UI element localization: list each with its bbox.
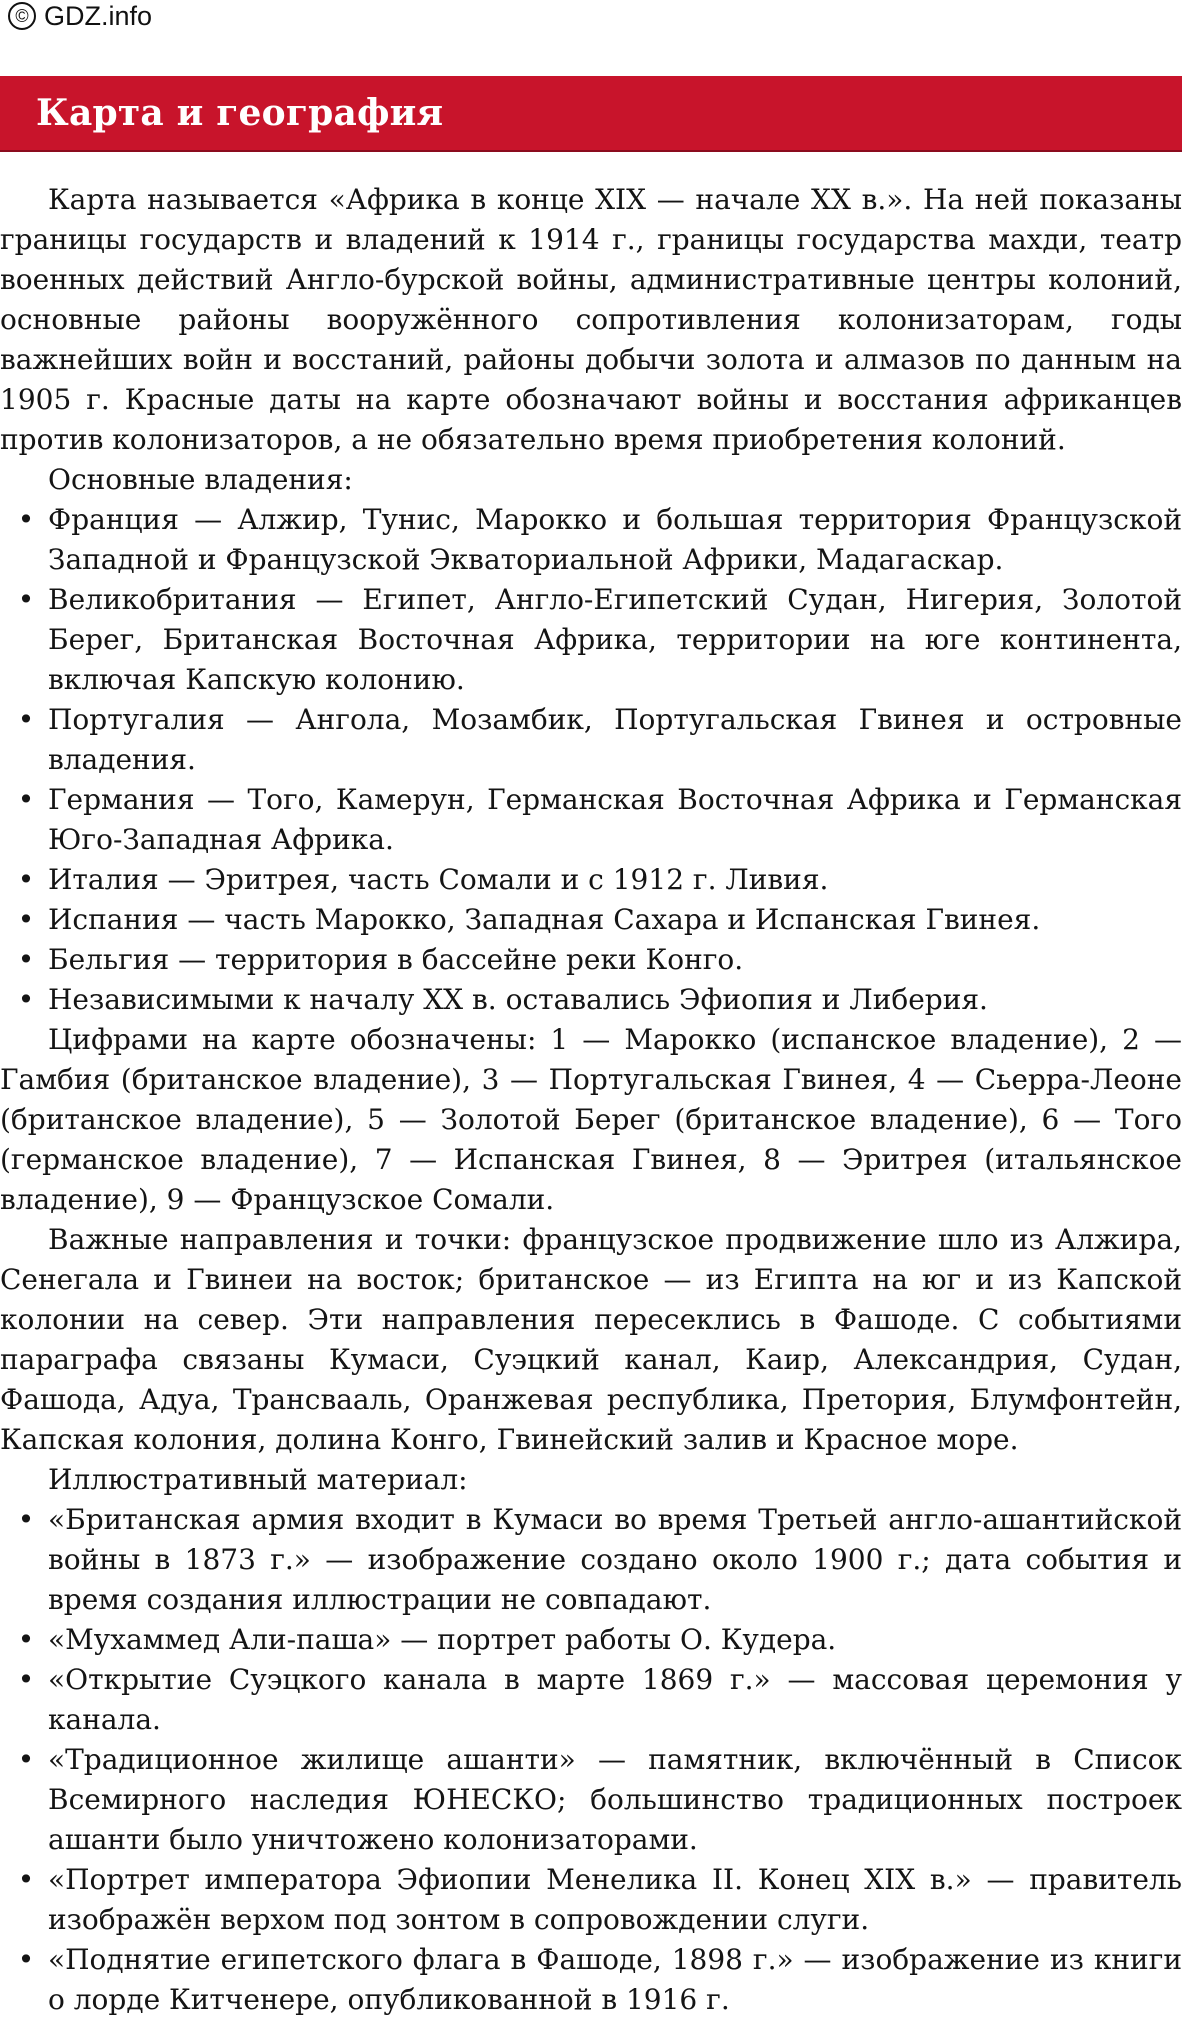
list-item: • Германия — Того, Камерун, Германская Восточная Африка и Германская Юго-Западная Африка. xyxy=(0,780,1182,860)
section-title: Карта и география xyxy=(36,92,444,134)
site-mark xyxy=(8,0,152,32)
illustrations-list xyxy=(0,1500,1182,2020)
bullet-icon: • xyxy=(17,983,35,1016)
list-item: • Бельгия — территория в бассейне реки Конго. xyxy=(0,940,1182,980)
bullet-icon: • xyxy=(17,1623,35,1656)
bullet-icon: • xyxy=(17,1663,35,1696)
bullet-icon: • xyxy=(17,1503,35,1536)
bullet-icon: • xyxy=(17,503,35,536)
bullet-icon: • xyxy=(17,703,35,736)
bullet-icon: • xyxy=(17,943,35,976)
numbers-paragraph: Цифрами на карте обозначены: 1 — Марокко (испанское владение), 2 — Гамбия (британское владение), 3 — Португальская Гвинея, 4 — Сьерра-Леоне (британское владение), 5 — Золотой Берег (британское владение), 6 — Того (германское владение), 7 — Испанская Гвинея, 8 — Эритрея (итальянское владение), 9 — Французское Сомали. xyxy=(0,1023,1182,1216)
list-item: • Франция — Алжир, Тунис, Марокко и большая территория Французской Западной и Французской Экваториальной Африки, Мадагаскар. xyxy=(0,500,1182,580)
possessions-list xyxy=(0,500,1182,1020)
list-item: • «Британская армия входит в Кумаси во время Третьей англо-ашантийской войны в 1873 г.» — изображение создано около 1900 г.; дата события и время создания иллюстрации не совпадают. xyxy=(0,1500,1182,1620)
copyright-icon: © xyxy=(8,2,36,30)
bullet-icon: • xyxy=(17,1863,35,1896)
site-name: GDZ.info xyxy=(44,0,153,31)
document-body xyxy=(0,180,1182,2020)
bullet-icon: • xyxy=(17,903,35,936)
list-item: • «Поднятие египетского флага в Фашоде, 1898 г.» — изображение из книги о лорде Китченере, опубликованной в 1916 г. xyxy=(0,1940,1182,2020)
list-item: • Независимыми к началу XX в. оставались Эфиопия и Либерия. xyxy=(0,980,1182,1020)
list-item: • «Мухаммед Али-паша» — портрет работы О. Кудера. xyxy=(0,1620,1182,1660)
bullet-icon: • xyxy=(17,583,35,616)
illustrative-heading: Иллюстративный материал: xyxy=(48,1463,468,1496)
intro-paragraph: Карта называется «Африка в конце XIX — начале XX в.». На ней показаны границы государств и владений к 1914 г., границы государства махди, театр военных действий Англо-бурской войны, административные центры колоний, основные районы вооружённого сопротивления колонизаторам, годы важнейших войн и восстаний, районы добычи золота и алмазов по данным на 1905 г. Красные даты на карте обозначают войны и восстания африканцев против колонизаторов, а не обязательно время приобретения колоний. xyxy=(0,183,1182,456)
list-item: • «Портрет императора Эфиопии Менелика II. Конец XIX в.» — правитель изображён верхом под зонтом в сопровождении слуги. xyxy=(0,1860,1182,1940)
bullet-icon: • xyxy=(17,1743,35,1776)
bullet-icon: • xyxy=(17,863,35,896)
list-item: • Португалия — Ангола, Мозамбик, Португальская Гвинея и островные владения. xyxy=(0,700,1182,780)
list-item: • Испания — часть Марокко, Западная Сахара и Испанская Гвинея. xyxy=(0,900,1182,940)
bullet-icon: • xyxy=(17,783,35,816)
list-item: • «Традиционное жилище ашанти» — памятник, включённый в Список Всемирного наследия ЮНЕСКО; большинство традиционных построек ашанти было уничтожено колонизаторами. xyxy=(0,1740,1182,1860)
section-header xyxy=(0,76,1182,152)
possessions-heading: Основные владения: xyxy=(48,463,353,496)
list-item: • Италия — Эритрея, часть Сомали и с 1912 г. Ливия. xyxy=(0,860,1182,900)
list-item: • Великобритания — Египет, Англо-Египетский Судан, Нигерия, Золотой Берег, Британская Восточная Африка, территории на юге континента, включая Капскую колонию. xyxy=(0,580,1182,700)
directions-paragraph: Важные направления и точки: французское продвижение шло из Алжира, Сенегала и Гвинеи на восток; британское — из Египта на юг и из Капской колонии на север. Эти направления пересеклись в Фашоде. С событиями параграфа связаны Кумаси, Суэцкий канал, Каир, Александрия, Судан, Фашода, Адуа, Трансвааль, Оранжевая республика, Претория, Блумфонтейн, Капская колония, долина Конго, Гвинейский залив и Красное море. xyxy=(0,1223,1182,1456)
bullet-icon: • xyxy=(17,1943,35,1976)
list-item: • «Открытие Суэцкого канала в марте 1869 г.» — массовая церемония у канала. xyxy=(0,1660,1182,1740)
